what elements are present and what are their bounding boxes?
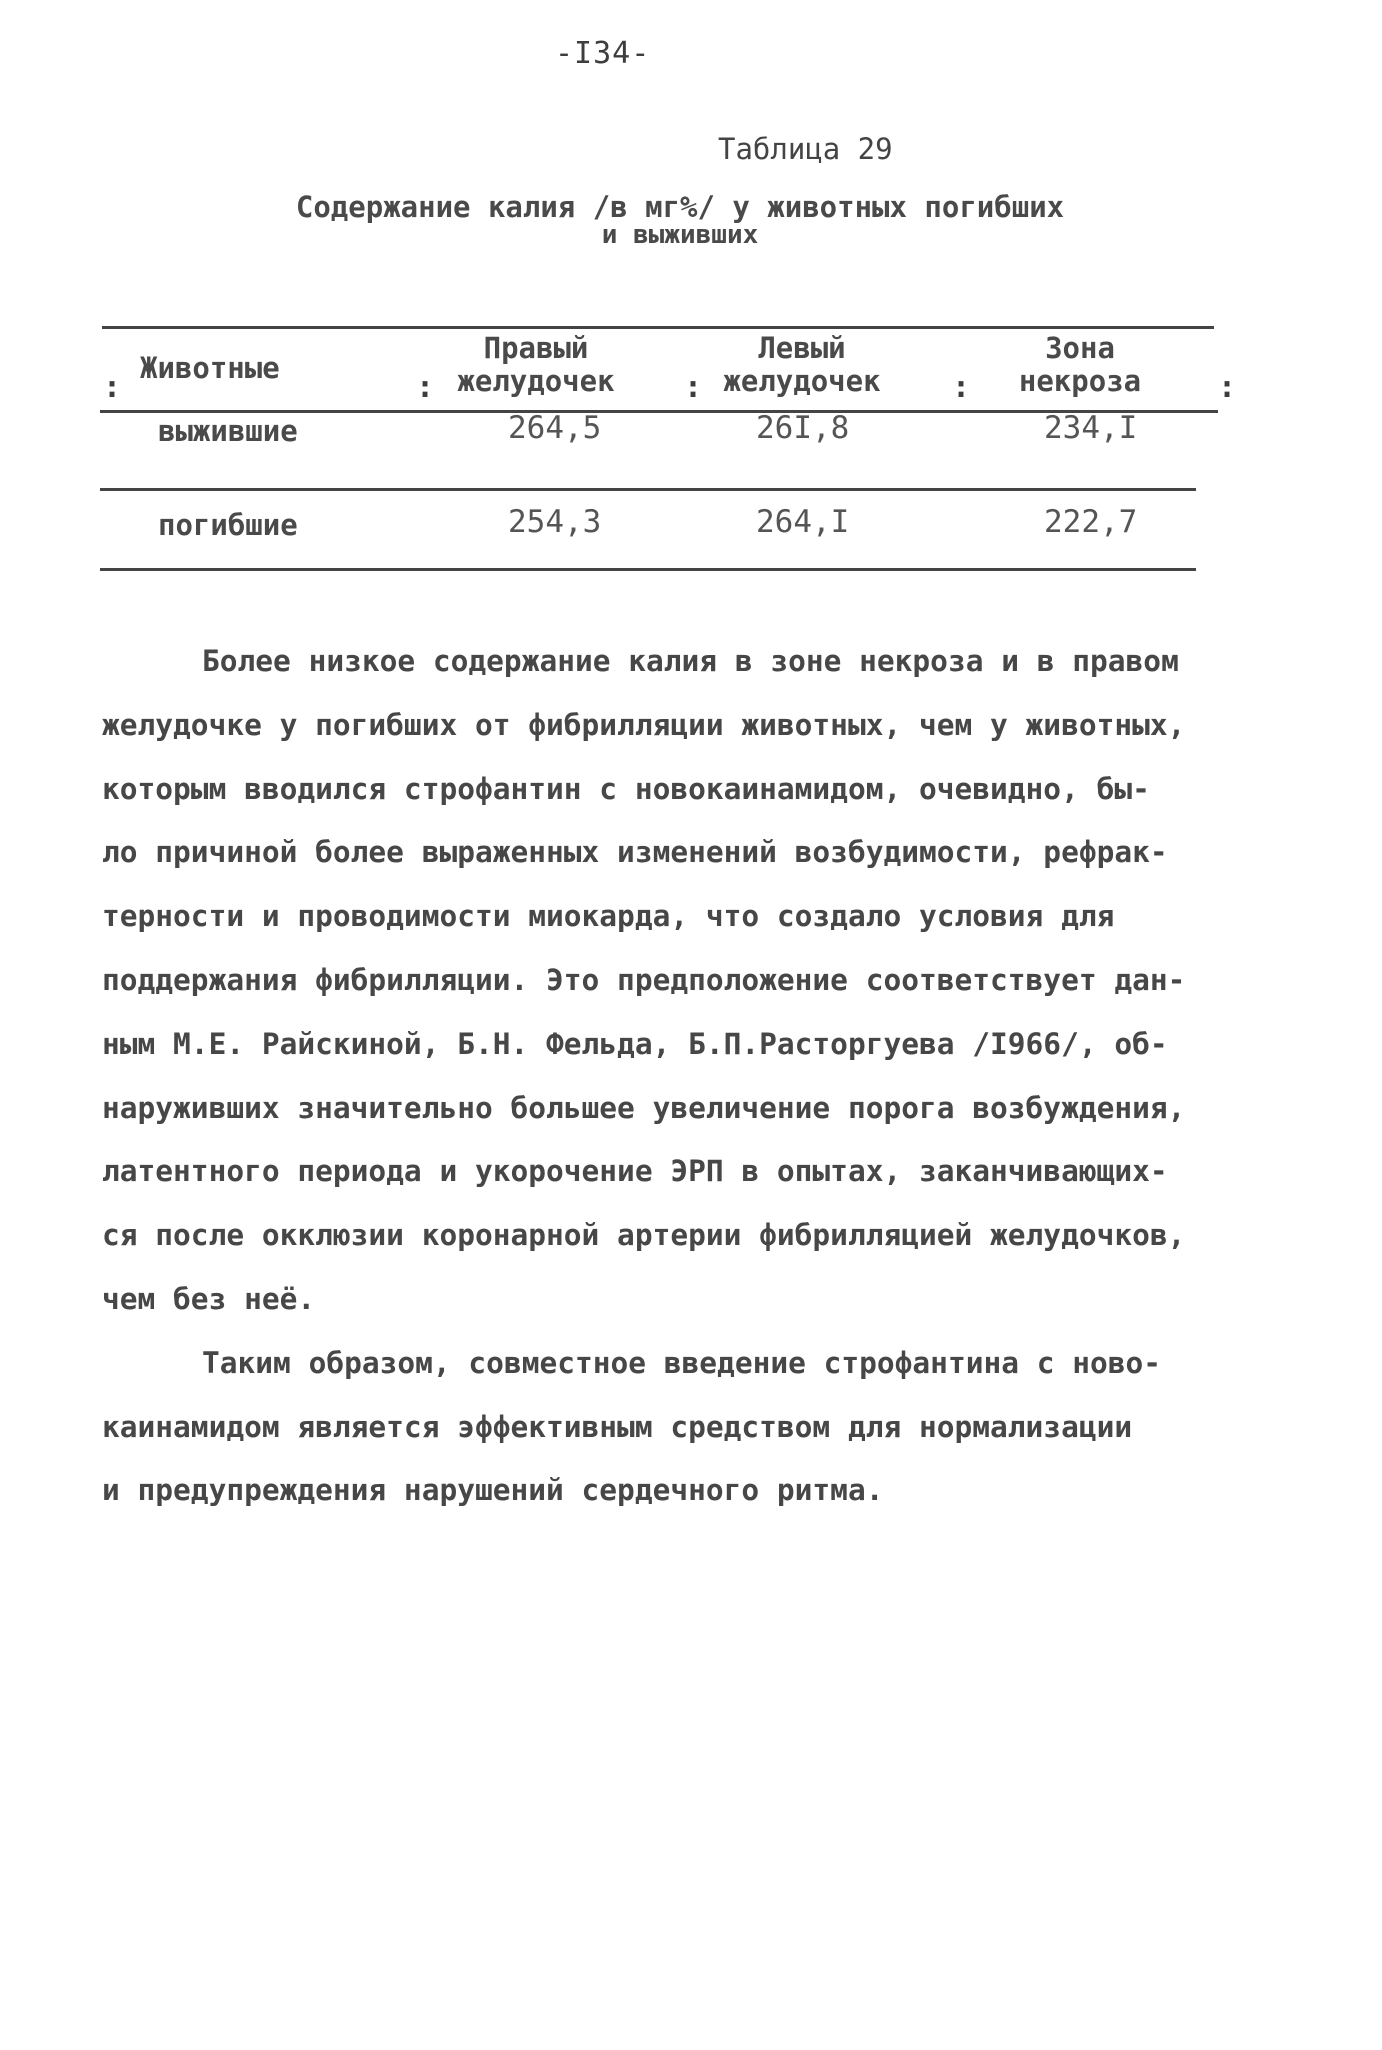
- header-necrosis-zone-top: Зона: [1045, 331, 1115, 365]
- header-necrosis-zone: [1000, 332, 1160, 398]
- paragraph-1: [102, 630, 1302, 1332]
- paragraph-line: поддержания фибрилляции. Это предположение соответствует дан-: [102, 962, 1186, 997]
- paragraph-line: которым вводился строфантин с новокаинамидом, очевидно, бы-: [102, 771, 1150, 806]
- row-survivors-necrosis-zone: 234,I: [1044, 410, 1138, 446]
- row-deceased-necrosis-zone: 222,7: [1044, 504, 1138, 540]
- header-separator-right: :: [1218, 370, 1237, 405]
- row-survivors-left-ventricle: 26I,8: [756, 410, 850, 446]
- header-left-ventricle: [712, 332, 892, 398]
- table-top-rule: [102, 326, 1214, 329]
- paragraph-line: ся после окклюзии коронарной артерии фибрилляцией желудочков,: [102, 1218, 1186, 1253]
- table-title-line-1: Содержание калия /в мг%/ у животных погибших: [295, 190, 1065, 224]
- header-separator-2: :: [684, 370, 703, 405]
- table-label: Таблица 29: [718, 132, 893, 166]
- header-left-ventricle-bottom: желудочек: [723, 364, 881, 398]
- paragraph-line: терности и проводимости миокарда, что создало условия для: [102, 899, 1115, 934]
- table-title: [240, 192, 1120, 248]
- header-left-ventricle-top: Левый: [758, 331, 846, 365]
- header-separator-left: :: [103, 370, 122, 405]
- paragraph-2: [102, 1332, 1302, 1523]
- paragraph-line: Более низкое содержание калия в зоне некроза и в правом: [202, 644, 1179, 678]
- header-separator-3: :: [952, 370, 971, 405]
- header-necrosis-zone-bottom: некроза: [1018, 364, 1142, 398]
- paragraph-line: и предупреждения нарушений сердечного ритма.: [102, 1473, 884, 1508]
- header-separator-1: :: [416, 370, 435, 405]
- paragraph-line: желудочке у погибших от фибрилляции животных, чем у животных,: [102, 707, 1186, 742]
- table-title-line-2: и выживших: [601, 220, 759, 250]
- row-divider-rule: [100, 488, 1196, 491]
- row-deceased-label: погибшие: [158, 508, 298, 542]
- page-number: -I34-: [555, 36, 651, 71]
- paragraph-line: латентного периода и укорочение ЭРП в опытах, заканчивающих-: [102, 1154, 1168, 1189]
- header-right-ventricle-top: Правый: [483, 331, 589, 365]
- table-bottom-rule: [100, 568, 1196, 571]
- body-text: [102, 630, 1302, 1523]
- paragraph-line: Таким образом, совместное введение строфантина с ново-: [202, 1345, 1162, 1380]
- header-right-ventricle: [446, 332, 626, 398]
- row-deceased-left-ventricle: 264,I: [756, 504, 850, 540]
- paragraph-line: ным М.Е. Райскиной, Б.Н. Фельда, Б.П.Расторгуева /I966/, об-: [102, 1026, 1168, 1061]
- paragraph-line: ло причиной более выраженных изменений возбудимости, рефрак-: [102, 835, 1168, 870]
- paragraph-line: каинамидом является эффективным средством для нормализации: [102, 1409, 1133, 1444]
- row-survivors-label: выжившие: [158, 414, 298, 448]
- paragraph-line: наруживших значительно большее увеличение порога возбуждения,: [102, 1090, 1186, 1125]
- header-animals: Животные: [140, 351, 280, 385]
- header-right-ventricle-bottom: желудочек: [457, 364, 615, 398]
- row-survivors-right-ventricle: 264,5: [508, 410, 602, 446]
- paragraph-line: чем без неё.: [102, 1281, 316, 1316]
- row-deceased-right-ventricle: 254,3: [508, 504, 602, 540]
